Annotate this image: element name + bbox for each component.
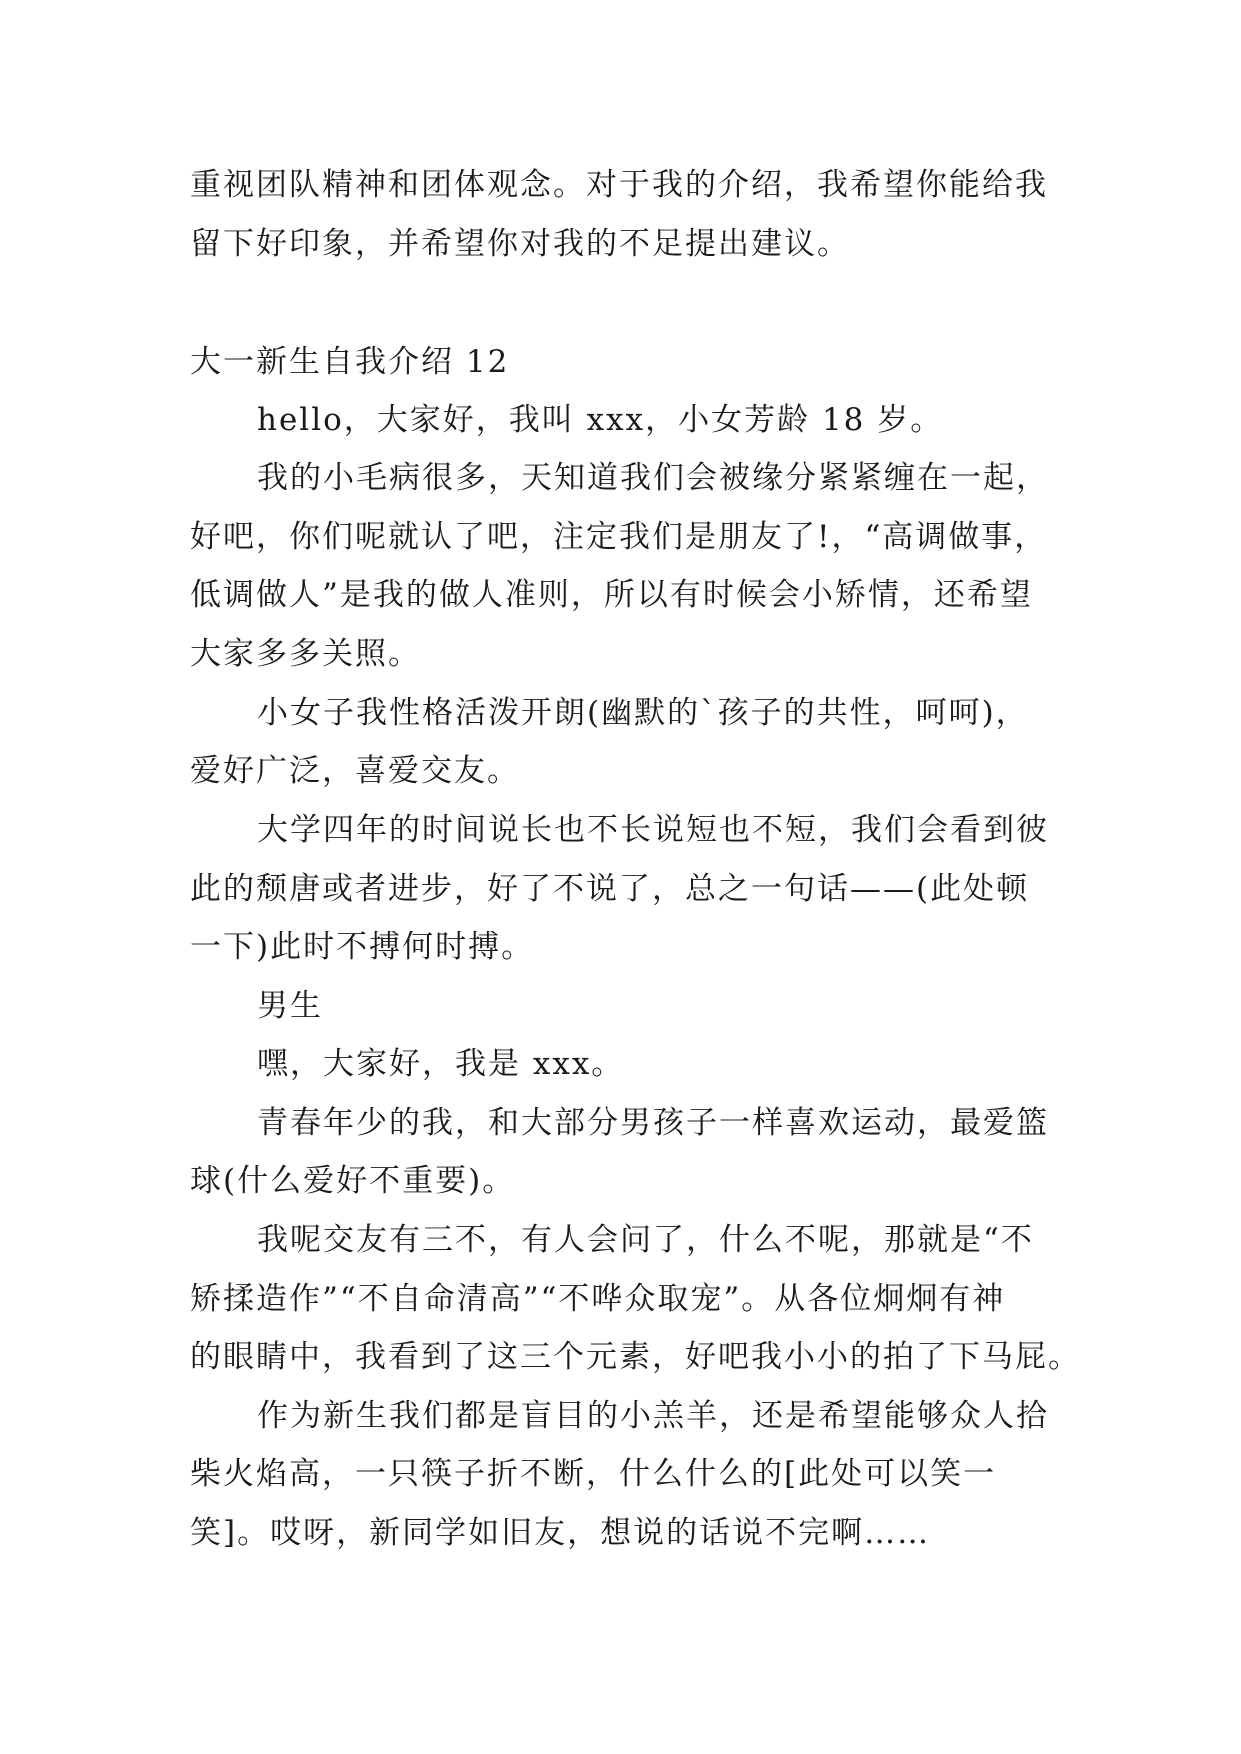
paragraph-line: 嘿，大家好，我是 xxx。	[257, 1046, 625, 1082]
paragraph-line: 重视团队精神和团体观念。对于我的介绍，我希望你能给我	[190, 167, 1048, 203]
paragraph-line: 我的小毛病很多，天知道我们会被缘分紧紧缠在一起，	[257, 460, 1049, 496]
paragraph-line: 一下)此时不搏何时搏。	[190, 929, 535, 965]
paragraph-line: 此的颓唐或者进步，好了不说了，总之一句话——(此处顿	[190, 871, 1030, 907]
paragraph-line: 我呢交友有三不，有人会问了，什么不呢，那就是“不	[257, 1222, 1034, 1258]
paragraph-line: 小女子我性格活泼开朗(幽默的`孩子的共性，呵呵)，	[257, 695, 1029, 731]
paragraph-line: 大学四年的时间说长也不长说短也不短，我们会看到彼	[257, 812, 1049, 848]
paragraph-line: 留下好印象，并希望你对我的不足提出建议。	[190, 226, 850, 262]
subheading: 男生	[257, 988, 323, 1024]
paragraph-line: hello，大家好，我叫 xxx，小女芳龄 18 岁。	[257, 402, 944, 438]
paragraph-line: 低调做人”是我的做人准则，所以有时候会小矫情，还希望	[190, 577, 1033, 613]
paragraph-line: 球(什么爱好不重要)。	[190, 1163, 516, 1199]
paragraph-line: 柴火焰高，一只筷子折不断，什么什么的[此处可以笑一	[190, 1456, 997, 1492]
paragraph-line: 的眼睛中，我看到了这三个元素，好吧我小小的拍了下马屁。	[190, 1339, 1081, 1375]
paragraph-line: 爱好广泛，喜爱交友。	[190, 753, 520, 789]
paragraph-line: 青春年少的我，和大部分男孩子一样喜欢运动，最爱篮	[257, 1105, 1049, 1141]
section-heading: 大一新生自我介绍 12	[190, 344, 510, 380]
paragraph-line: 矫揉造作”“不自命清高”“不哗众取宠”。从各位炯炯有神	[190, 1281, 1006, 1317]
paragraph-line: 作为新生我们都是盲目的小羔羊，还是希望能够众人拾	[257, 1398, 1049, 1434]
paragraph-line: 好吧，你们呢就认了吧，注定我们是朋友了!，“高调做事，	[190, 519, 1048, 555]
paragraph-line: 笑]。哎呀，新同学如旧友，想说的话说不完啊……	[190, 1515, 931, 1551]
paragraph-line: 大家多多关照。	[190, 636, 421, 672]
